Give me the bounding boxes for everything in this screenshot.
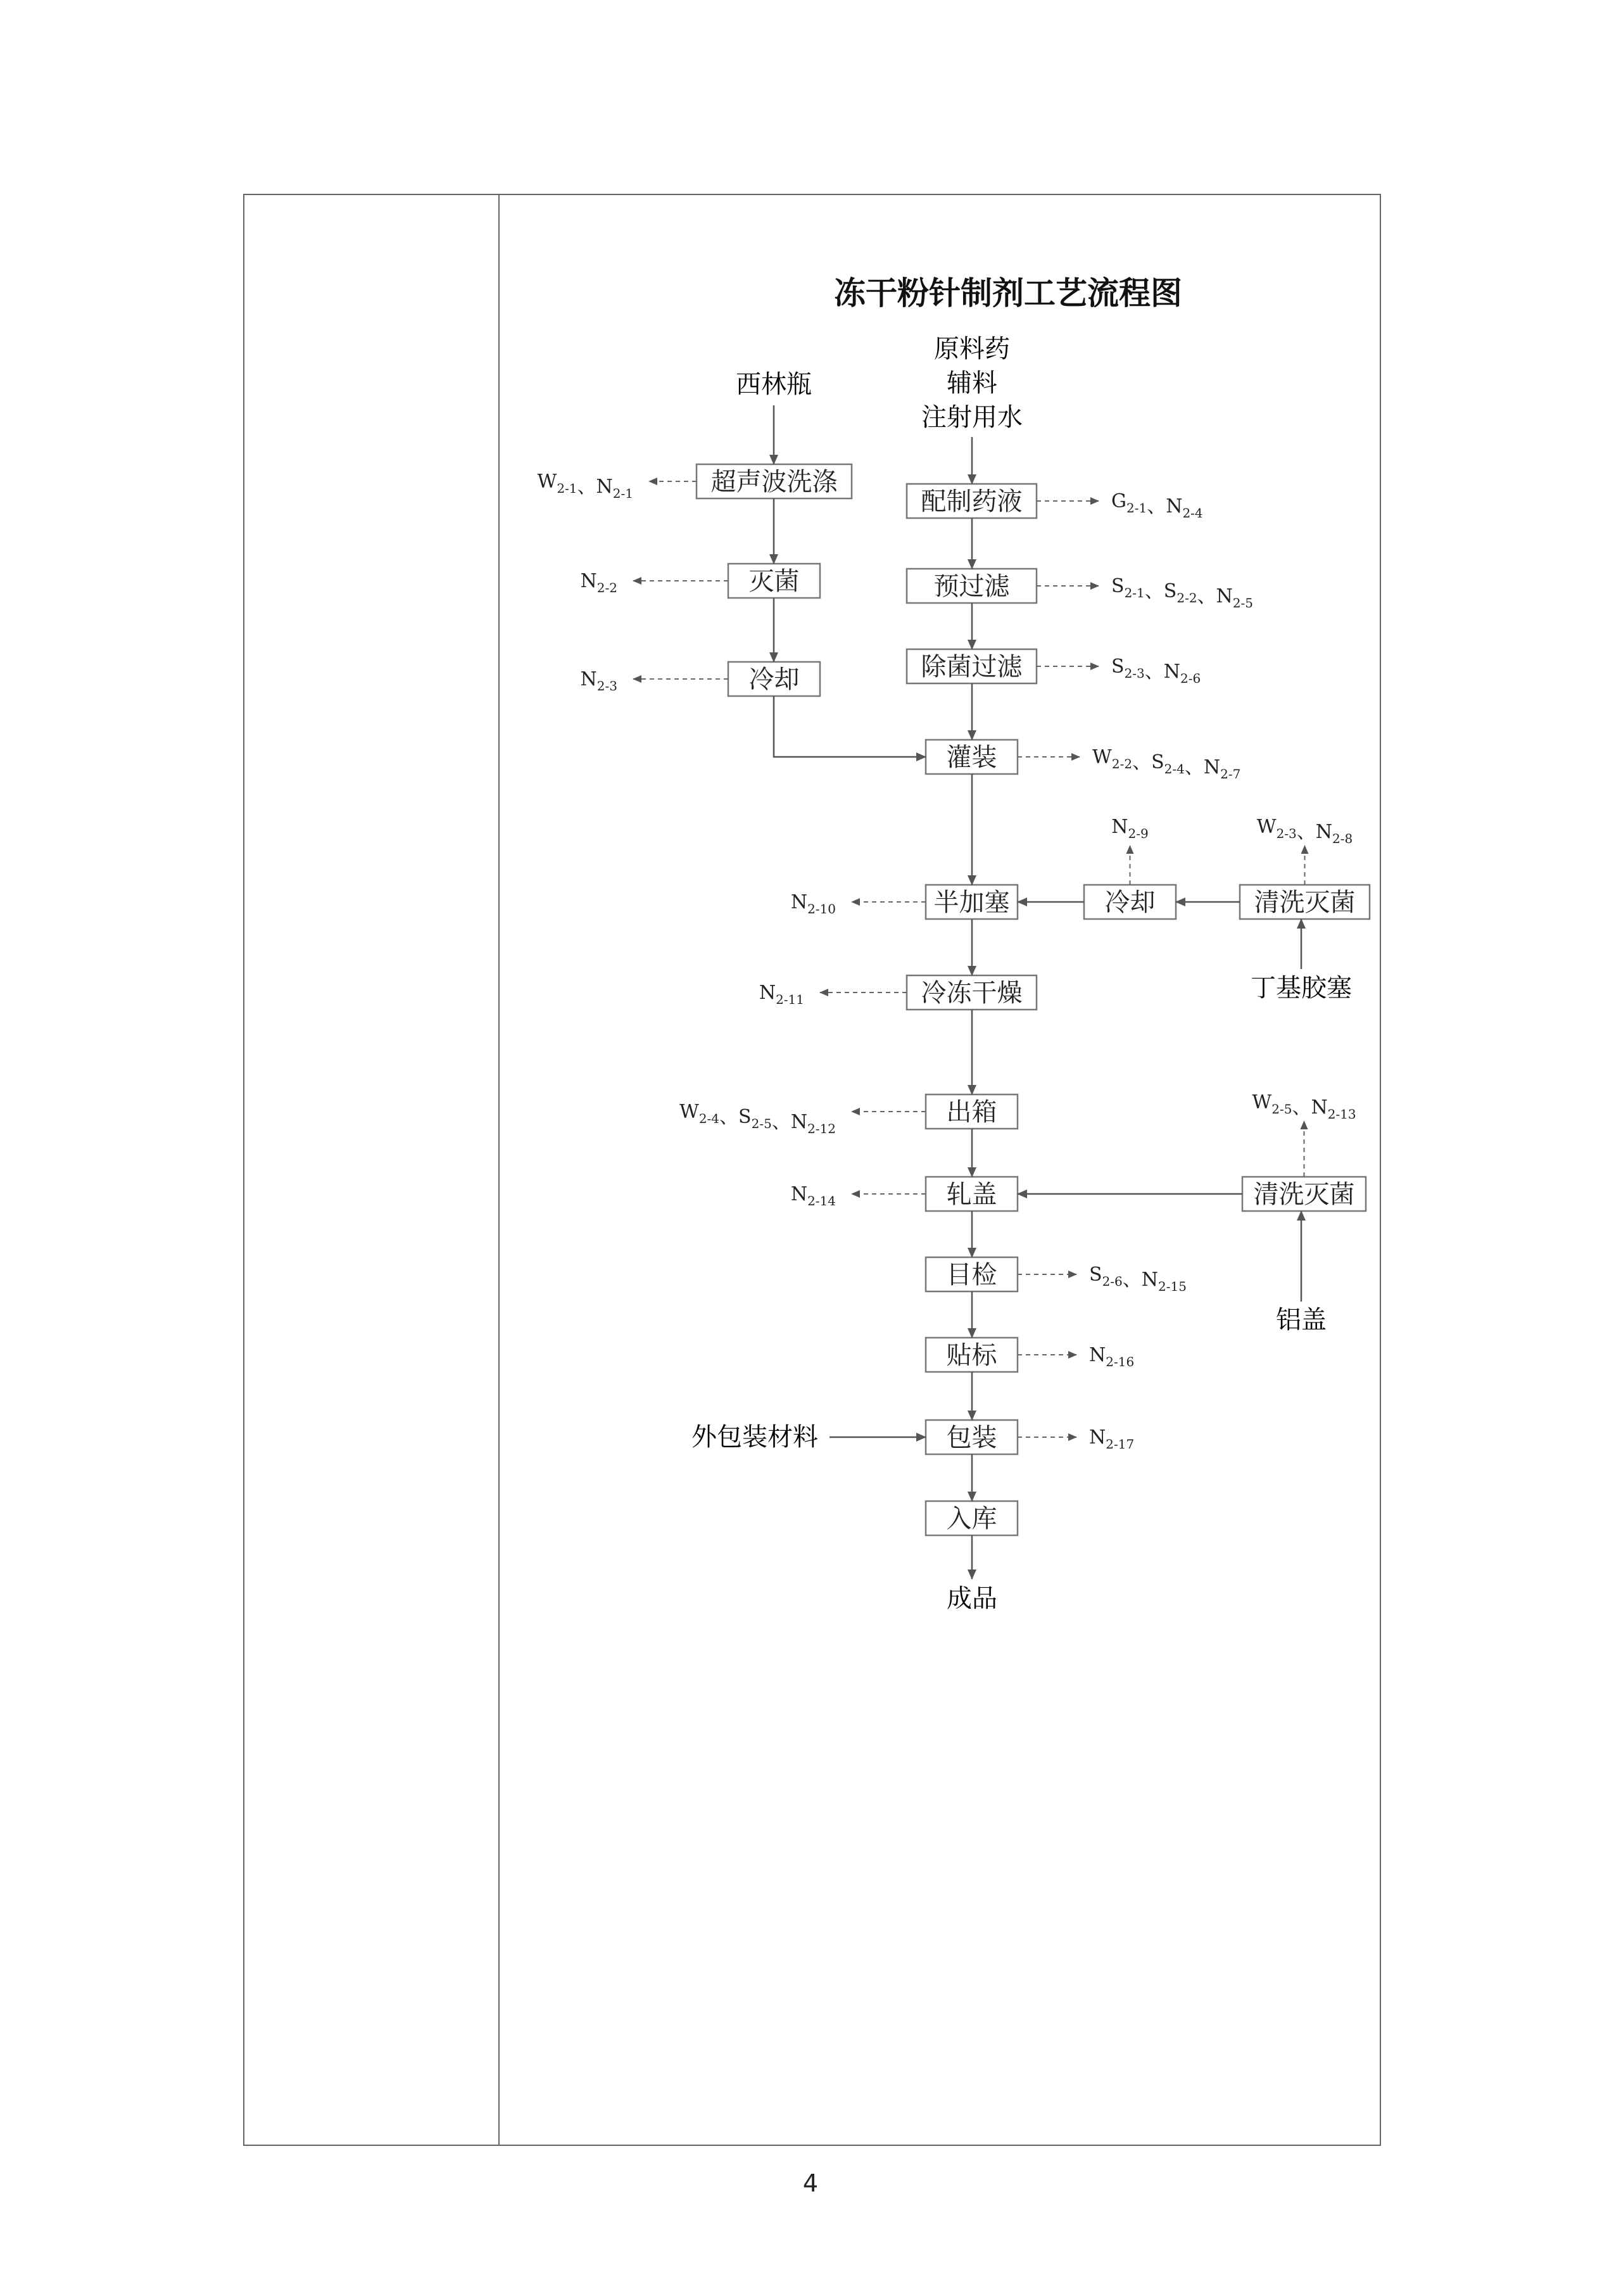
page-number: 4 [802,2169,819,2197]
flow-cool-to-fill [774,696,926,757]
emission-label-cool-right: $N_{2-9}$ [1111,816,1149,841]
emission-label-prepare: $G_{2-1}$、$N_{2-4}$ [1111,490,1203,521]
step-label: 冷却 [748,665,800,694]
step-label: 除菌过滤 [921,652,1023,682]
step-label: 配制药液 [921,487,1023,516]
step-clean-cap [1242,1177,1366,1211]
step-unload [926,1094,1018,1129]
step-store [926,1501,1018,1535]
emission-label-cool-left: $N_{2-3}$ [580,668,617,694]
input-aluminum-cap: 铝盖 [1276,1305,1327,1335]
emission-flows [633,481,1305,1437]
material-flows [774,405,1301,1579]
emission-label-fill: $W_{2-2}$、$S_{2-4}$、$N_{2-7}$ [1092,746,1241,782]
step-ultrasonic-wash [697,464,852,498]
step-capping [926,1177,1018,1211]
emission-label-sterilize: $N_{2-2}$ [580,570,617,595]
step-label [926,1338,1018,1372]
emission-label-inspect: $S_{2-6}$、$N_{2-15}$ [1089,1264,1187,1294]
step-label: 冷冻干燥 [921,979,1023,1008]
step-label: 贴标 [946,1341,997,1370]
emission-label-capping: $N_{2-14}$ [790,1183,836,1208]
emission-label-half-stopper: $N_{2-10}$ [790,891,836,916]
step-label: 冷却 [1104,888,1156,917]
step-clean-stopper [1240,885,1370,919]
step-pack [926,1420,1018,1454]
emission-labels [537,471,1356,1452]
final-product: 成品 [947,1584,997,1613]
emission-label-pack: $N_{2-17}$ [1089,1426,1135,1452]
emission-label-ultrasonic-wash: $W_{2-1}$、$N_{2-1}$ [537,471,633,501]
input-water-for-injection: 注射用水 [921,403,1023,432]
step-label: 出箱 [946,1098,997,1127]
step-sterilize [728,564,820,598]
step-label: 清洗灭菌 [1253,1180,1355,1209]
step-label: 灌装 [946,743,997,772]
step-cool-left [728,662,820,696]
diagram-title: 冻干粉针制剂工艺流程图 [834,275,1182,312]
input-vial: 西林瓶 [736,370,812,399]
input-raw-material: 原料药 [934,334,1010,364]
step-label: 灭菌 [748,567,800,596]
step-label: 入库 [946,1504,997,1533]
step-fill [926,740,1018,774]
step-label: 预过滤 [933,572,1010,601]
emission-label-prefilter: $S_{2-1}$、$S_{2-2}$、$N_{2-5}$ [1111,575,1254,611]
step-label: 轧盖 [946,1180,997,1209]
emission-label-clean-cap: $W_{2-5}$、$N_{2-13}$ [1252,1091,1356,1122]
step-inspect [926,1257,1018,1291]
emission-label-label: $N_{2-16}$ [1089,1344,1135,1369]
step-freeze-dry [907,975,1037,1010]
step-label: 半加塞 [933,888,1010,917]
step-label: 清洗灭菌 [1254,888,1356,917]
input-butyl-rubber-stopper: 丁基胶塞 [1251,974,1352,1003]
step-label: 包装 [946,1423,997,1452]
emission-label-freeze-dry: $N_{2-11}$ [759,982,804,1007]
emission-label-clean-stopper: $W_{2-3}$、$N_{2-8}$ [1256,816,1353,846]
emission-label-unload: $W_{2-4}$、$S_{2-5}$、$N_{2-12}$ [679,1101,836,1136]
step-prefilter [907,569,1037,603]
emission-label-sterile-filter: $S_{2-3}$、$N_{2-6}$ [1111,656,1201,686]
input-outer-packaging: 外包装材料 [691,1423,818,1452]
step-label: 超声波洗涤 [710,467,838,497]
step-cool-right [1084,885,1176,919]
step-half-stopper [926,885,1018,919]
input-excipient: 辅料 [947,369,997,398]
step-label: 目检 [946,1260,997,1290]
step-sterile-filter [907,649,1037,683]
step-prepare [907,484,1037,518]
